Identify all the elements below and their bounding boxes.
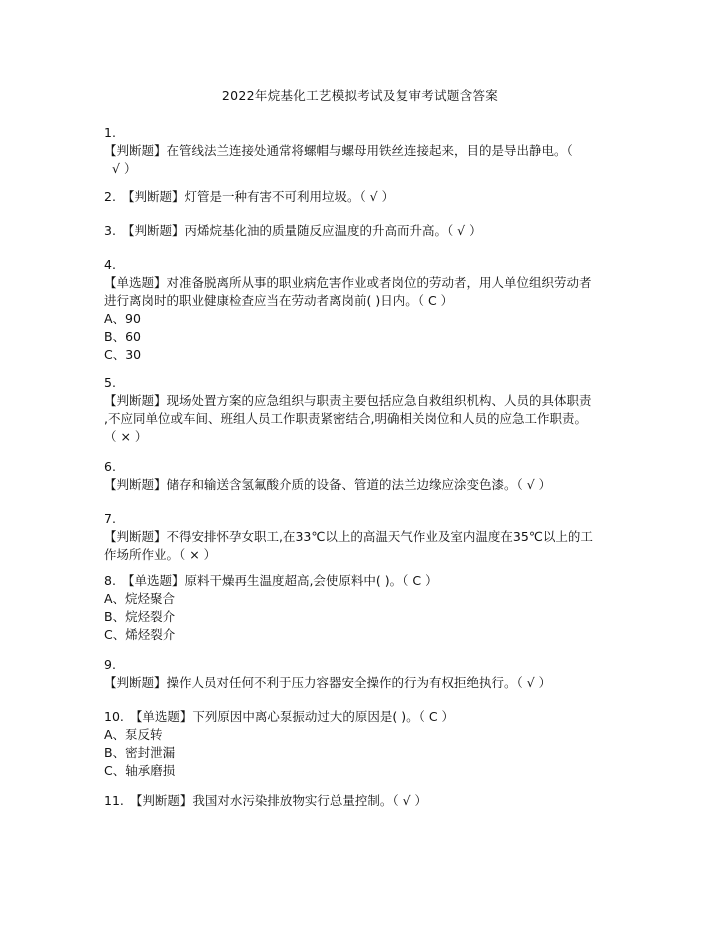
question-number: 7. (104, 511, 116, 526)
question-11 (104, 792, 614, 810)
question-number: 5. (104, 375, 116, 390)
question-number: 8. (104, 573, 116, 588)
question-text-cont: 作场所作业。（ × ） (104, 547, 217, 562)
question-number: 3. (104, 223, 116, 238)
option-b: B、60 (104, 329, 141, 344)
question-text-cont: 进行离岗时的职业健康检查应当在劳动者离岗前( )日内。（ C ） (104, 293, 454, 308)
question-10 (104, 708, 614, 780)
question-7 (104, 510, 614, 564)
question-text: 【判断题】现场处置方案的应急组织与职责主要包括应急自救组织机构、人员的具体职责 (104, 393, 592, 408)
option-a: A、泵反转 (104, 727, 163, 742)
question-number: 6. (104, 459, 116, 474)
question-number: 10. (104, 709, 124, 724)
question-text: 【判断题】我国对水污染排放物实行总量控制。（ √ ） (129, 793, 428, 808)
question-number: 2. (104, 189, 116, 204)
question-text-cont: √ ） (112, 161, 137, 176)
option-a: A、烷烃聚合 (104, 591, 176, 606)
option-c: C、烯烃裂介 (104, 627, 176, 642)
option-a: A、90 (104, 311, 141, 326)
question-number: 9. (104, 657, 116, 672)
question-text: 【判断题】不得安排怀孕女职工,在33℃以上的高温天气作业及室内温度在35℃以上的工 (104, 529, 593, 544)
question-text: 【单选题】下列原因中离心泵振动过大的原因是( )。（ C ） (129, 709, 455, 724)
question-5 (104, 374, 614, 446)
page-title: 2022年烷基化工艺模拟考试及复审考试题含答案 (221, 88, 499, 103)
question-1 (104, 124, 614, 178)
question-number: 11. (104, 793, 124, 808)
question-text: 【判断题】储存和输送含氢氟酸介质的设备、管道的法兰边缘应涂变色漆。（ √ ） (104, 477, 552, 492)
option-b: B、密封泄漏 (104, 745, 176, 760)
question-8 (104, 572, 614, 644)
option-c: C、30 (104, 347, 142, 362)
option-b: B、烷烃裂介 (104, 609, 176, 624)
question-text: 【判断题】灯管是一种有害不可利用垃圾。（ √ ） (121, 189, 395, 204)
question-text: 【判断题】操作人员对任何不利于压力容器安全操作的行为有权拒绝执行。（ √ ） (104, 675, 552, 690)
question-6 (104, 458, 614, 494)
question-text-cont2: （ × ） (104, 429, 148, 444)
question-2 (104, 188, 614, 206)
question-text: 【单选题】对准备脱离所从事的职业病危害作业或者岗位的劳动者，用人单位组织劳动者 (104, 275, 592, 290)
question-text: 【单选题】原料干燥再生温度超高,会使原料中( )。（ C ） (121, 573, 438, 588)
question-number: 1. (104, 125, 116, 140)
question-text: 【判断题】丙烯烷基化油的质量随反应温度的升高而升高。（ √ ） (121, 223, 482, 238)
question-text: 【判断题】在管线法兰连接处通常将螺帽与螺母用铁丝连接起来，目的是导出静电。（ (104, 143, 573, 158)
question-4 (104, 256, 614, 364)
question-number: 4. (104, 257, 116, 272)
question-3 (104, 222, 614, 240)
question-text-cont: ,不应同单位或车间、班组人员工作职责紧密结合,明确相关岗位和人员的应急工作职责。 (104, 411, 587, 426)
option-c: C、轴承磨损 (104, 763, 176, 778)
question-9 (104, 656, 614, 692)
